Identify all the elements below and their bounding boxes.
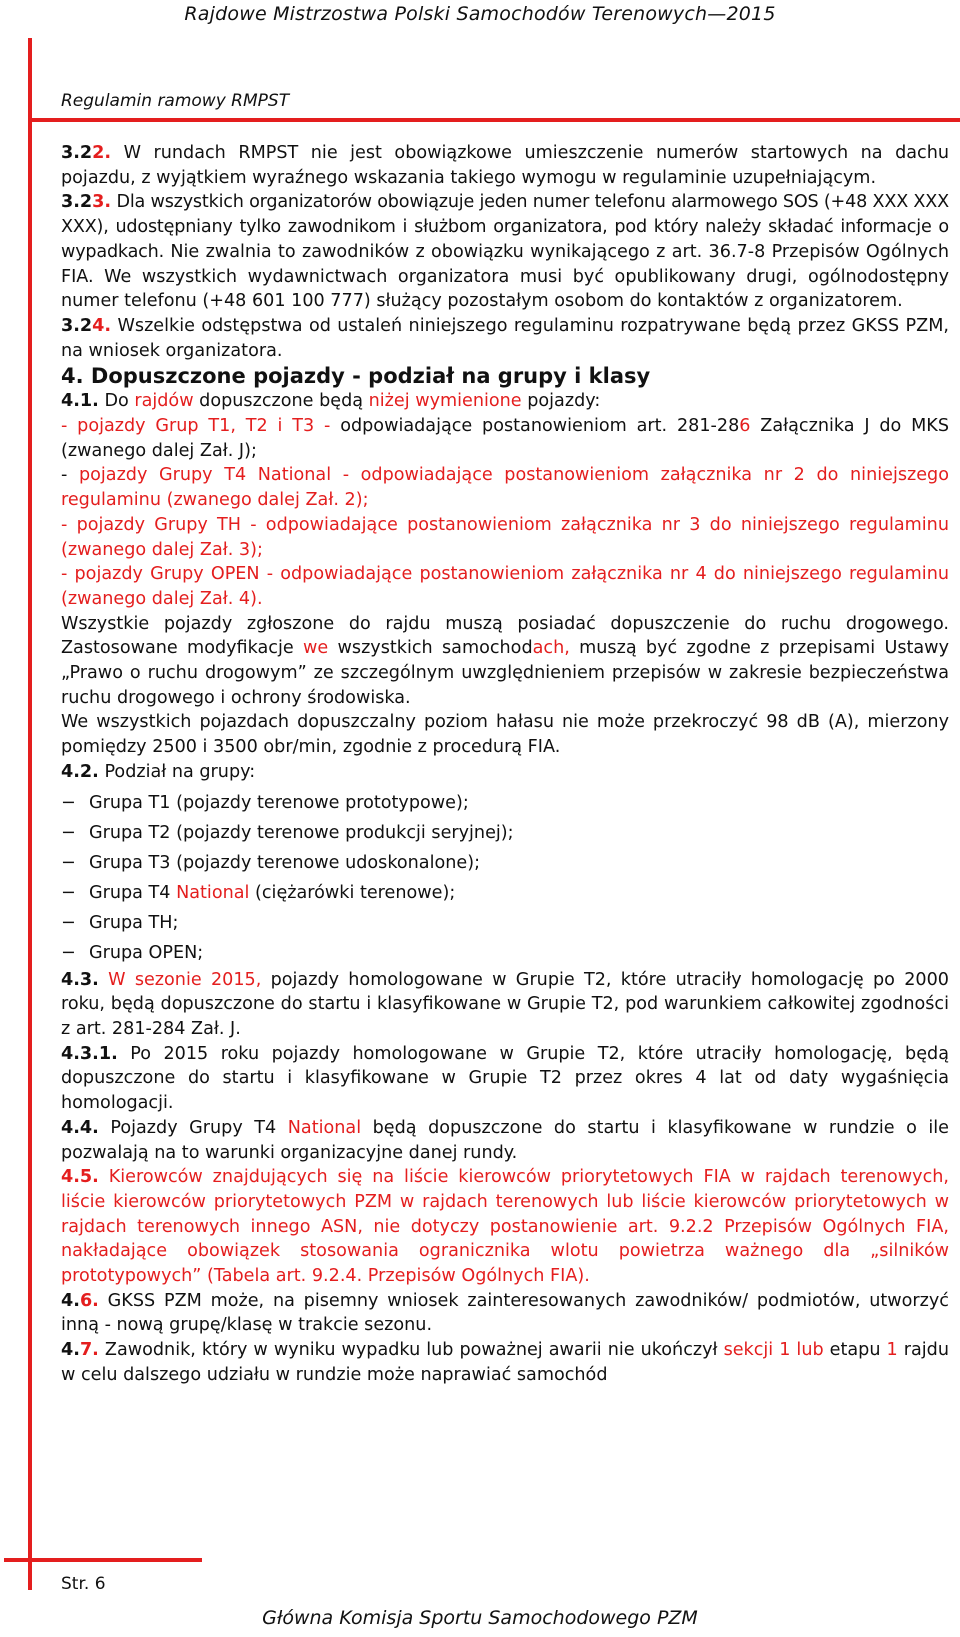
text-run: pojazdy: — [521, 391, 601, 412]
section-3-22 — [61, 141, 949, 190]
section-number: 4.4. — [61, 1117, 99, 1138]
section-number: 4.5. — [61, 1167, 99, 1188]
text-run: odpowiadające postanowieniom art. 281-28 — [330, 416, 740, 437]
text-run: Załącznika J do MKS (zwanego dalej Zał. J); — [61, 416, 950, 461]
footer-rule — [4, 1558, 202, 1562]
section-text-sos: Dla wszystkich organizatorów obowiązuje jeden numer telefonu alarmowego SOS (+48 XXX XXX XXX), udostępniany tylko zawodnikom i służbom organizatora, pod który należy składać informacje o wypadkach. — [61, 192, 949, 262]
group-label: Grupa T4 — [89, 882, 177, 903]
chapter-heading-4: 4. Dopuszczone pojazdy - podział na grupy i klasy — [61, 364, 651, 389]
section-number: 4.2. — [61, 761, 99, 782]
section-text: Wszelkie odstępstwa od ustaleń niniejszego regulaminu rozpatrywane będą przez GKSS PZM, na wniosek organizatora. — [61, 315, 949, 361]
group-label: (ciężarówki terenowe); — [249, 882, 456, 903]
header-rule — [28, 118, 960, 122]
section-4-3 — [61, 968, 949, 1042]
text-run-red: ach, — [532, 638, 570, 659]
group-label: Grupa OPEN; — [89, 942, 204, 963]
vehicle-list-item-t1-t3 — [61, 414, 949, 463]
text-run: muszą być zgodne z przepisami Ustawy „Prawo o ruchu drogowym” ze szczególnym uwzględnieniem przepisów w zakresie bezpieczeństwa ruchu drogowego i ochrony środowiska. — [61, 638, 949, 708]
header-title: Rajdowe Mistrzostwa Polski Samochodów Terenowych—2015 — [184, 3, 776, 25]
text-run-red: - pojazdy Grup T1, T2 i T3 - — [61, 416, 331, 437]
text-run: dopuszczone będą — [193, 391, 369, 412]
dash-bullet: − — [61, 882, 76, 903]
footer-organization: Główna Komisja Sportu Samochodowego PZM — [262, 1607, 698, 1629]
section-text: pojazdy homologowane w Grupie T2, które utraciły homologację po 2000 roku, będą dopuszczone do startu i klasyfikowane w Grupie T2, pod warunkiem całkowitej zgodności z art. 281-284 Zał. J. — [61, 969, 949, 1039]
section-number-red: 6. — [79, 1290, 99, 1311]
section-number: 4.3.1. — [61, 1043, 118, 1064]
text-run: będą dopuszczone do startu i klasyfikowane w rundzie o ile pozwalają na to warunki organizacyjne danej rundy. — [61, 1117, 949, 1163]
section-text: GKSS PZM może, na pisemny wniosek zainteresowanych zawodników/ podmiotów, utworzyć inną - nową grupę/klasę w trakcie sezonu. — [61, 1290, 949, 1336]
section-number-red: 4. — [92, 315, 112, 336]
group-list-item — [61, 788, 949, 818]
group-label: Grupa T3 (pojazdy terenowe udoskonalone); — [89, 852, 481, 873]
text-run: Do — [98, 391, 135, 412]
dash-bullet: − — [61, 792, 76, 813]
section-text-contact: Nie zwalnia to zawodników z obowiązku wynikającego z art. 36.7-8 Przepisów Ogólnych FIA. We wszystkich wydawnictwach organizatora musi być opublikowany drugi, ogólnodostępny numer telefonu (+48 601 100 777) służący pozostałym osobom do kontaktów z organizatorem. — [61, 241, 949, 312]
section-number: 3.2 — [61, 192, 93, 213]
section-number: 4.3. — [61, 969, 99, 990]
section-4-7 — [61, 1338, 949, 1387]
group-list — [61, 788, 949, 968]
text-run-red: niżej wymienione — [368, 391, 522, 412]
group-list-item — [61, 908, 949, 938]
section-4-1 — [61, 389, 949, 414]
text-run: Pojazdy Grupy T4 — [98, 1117, 288, 1138]
text-run-red: pojazdy Grupy T4 National - odpowiadające postanowieniom załącznika nr 2 do niniejszego regulaminu (zwanego dalej Zał. 2); — [61, 465, 949, 511]
road-approval-paragraph — [61, 612, 949, 711]
text-run: rajdu w celu dalszego udziału w rundzie może naprawiać samochód — [61, 1340, 949, 1385]
section-number-red: 3. — [92, 192, 112, 213]
section-4-4 — [61, 1116, 949, 1165]
dash-bullet: − — [61, 912, 76, 933]
dash-bullet: − — [61, 852, 76, 873]
page-number: Str. 6 — [61, 1574, 106, 1594]
section-4-2 — [61, 760, 949, 785]
document-body — [61, 141, 949, 1388]
section-number: 3.2 — [61, 143, 93, 163]
vehicle-list-item-t4 — [61, 463, 949, 512]
group-list-item — [61, 938, 949, 968]
section-number: 4. — [61, 1340, 80, 1361]
section-4-3-1 — [61, 1042, 949, 1116]
group-label: Grupa T2 (pojazdy terenowe produkcji seryjnej); — [89, 822, 514, 843]
group-list-item — [61, 818, 949, 848]
section-4-6 — [61, 1289, 949, 1338]
group-label: Grupa TH; — [89, 912, 179, 933]
vehicle-list-item-open: - pojazdy Grupy OPEN - odpowiadające postanowieniom załącznika nr 4 do niniejszego regulaminu (zwanego dalej Zał. 4). — [61, 564, 949, 609]
section-number: 3.2 — [61, 315, 93, 336]
section-number: 4.1. — [61, 391, 99, 412]
text-run-red: 1 — [886, 1340, 898, 1361]
group-list-item — [61, 878, 949, 908]
text-run: etapu — [823, 1340, 887, 1361]
section-number-red: 2. — [92, 143, 112, 163]
text-run: wszystkich samochod — [328, 638, 533, 659]
header-subtitle: Regulamin ramowy RMPST — [61, 91, 290, 111]
vehicle-list-item-th: - pojazdy Grupy TH - odpowiadające postanowieniom załącznika nr 3 do niniejszego regulaminu (zwanego dalej Zał. 3); — [61, 514, 949, 560]
group-label-red: National — [176, 882, 250, 903]
section-text: Podział na grupy: — [98, 761, 256, 782]
text-run-red: National — [287, 1117, 362, 1138]
text-run-red: rajdów — [134, 391, 194, 412]
text-run: Zawodnik, który w wyniku wypadku lub poważnej awarii nie ukończył — [98, 1340, 724, 1361]
text-run-red: sekcji 1 lub — [723, 1340, 824, 1361]
group-list-item — [61, 848, 949, 878]
text-run-red: 6 — [739, 416, 751, 437]
section-3-24 — [61, 314, 949, 363]
text-run-red: we — [302, 638, 329, 659]
section-text: Kierowców znajdujących się na liście kierowców priorytetowych FIA w rajdach terenowych, liście kierowców priorytetowych PZM w rajdach terenowych lub liście kierowców priorytetowych w rajdach terenowych innego ASN, nie dotyczy postanowienie art. 9.2.2 Przepisów Ogólnych FIA, nakładające obowiązek stosowania ogranicznika wlotu powietrza ważnego dla „silników prototypowych” (Tabela art. 9.2.4. Przepisów Ogólnych FIA). — [61, 1167, 949, 1287]
section-number-red: 7. — [79, 1340, 99, 1361]
text-run: Wszystkie pojazdy zgłoszone do rajdu muszą posiadać dopuszczenie do ruchu drogowego. Zastosowane modyfikacje — [61, 613, 949, 659]
section-text: Po 2015 roku pojazdy homologowane w Grupie T2, które utraciły homologację, będą dopuszczone do startu i klasyfikowane w Grupie T2 przez okres 4 lat od daty wygaśnięcia homologacji. — [61, 1043, 949, 1114]
section-number: 4. — [61, 1290, 80, 1311]
text-run: - — [61, 465, 79, 486]
dash-bullet: − — [61, 942, 76, 963]
group-label: Grupa T1 (pojazdy terenowe prototypowe); — [89, 792, 469, 813]
section-text: W rundach RMPST nie jest obowiązkowe umieszczenie numerów startowych na dachu pojazdu, z wyjątkiem wyraźnego wskazania takiego wymogu w regulaminie uzupełniającym. — [61, 143, 949, 188]
margin-rule-vertical — [28, 38, 32, 1590]
section-4-5 — [61, 1165, 949, 1289]
section-3-23 — [61, 190, 949, 314]
noise-paragraph: We wszystkich pojazdach dopuszczalny poziom hałasu nie może przekroczyć 98 dB (A), mierzony pomiędzy 2500 i 3500 obr/min, zgodnie z procedurą FIA. — [61, 712, 949, 758]
dash-bullet: − — [61, 822, 76, 843]
text-run-red: W sezonie 2015, — [98, 969, 262, 990]
